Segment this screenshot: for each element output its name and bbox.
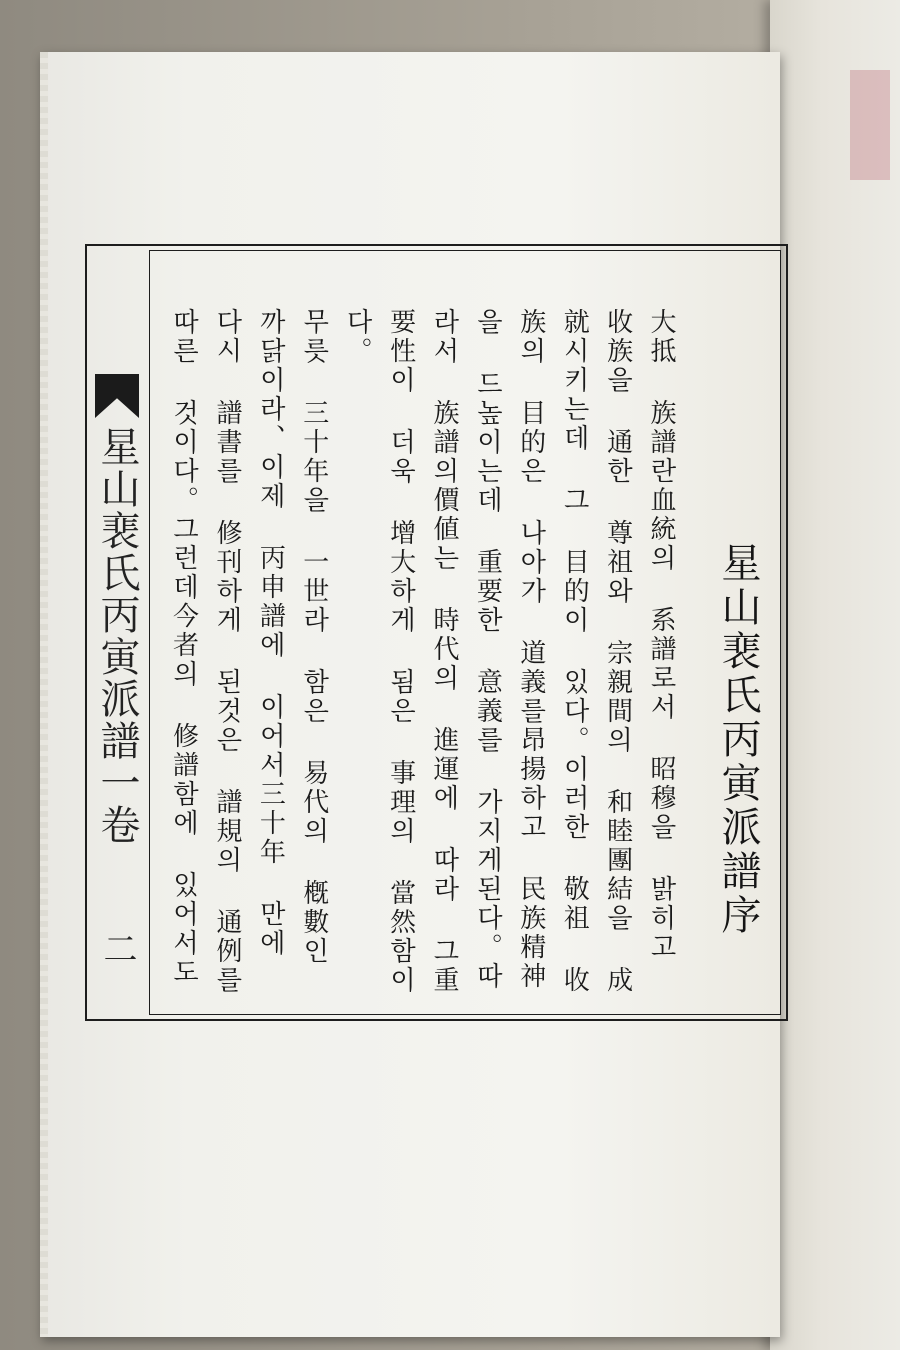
- preface-body: [160, 308, 682, 1018]
- spine-volume: 一卷: [94, 762, 140, 846]
- spine-title: [95, 426, 139, 846]
- paragraph-1: 大抵 族譜란血統의 系譜로서 昭穆을 밝히고 收族을 通한 尊祖와 宗親間의 和睦團結을 成就시키는데 그 目的이 있다。이러한 敬祖 收族의 目的은 나아가 道義를昂揚하고 民族精神을 드높이는데 重要한 意義를 가지게된다。따라서 族譜의價値는 時代의 進運에 따라 그重要性이 더욱 增大하게 됨은 事理의 當然함이다。: [342, 308, 676, 995]
- page-number: 二: [97, 931, 137, 965]
- paragraph-2: 무릇 三十年을 一世라 함은 易代의 槪數인 까닭이라、이제 丙申譜에 이어서三十年 만에 다시 譜書를 修刊하게 된것은 譜規의 通例를 따른 것이다。그런데今者의 修譜함에 있어서도: [168, 308, 329, 995]
- fish-tail-mark-icon: [95, 374, 139, 418]
- red-stamp-mark: [850, 70, 890, 180]
- back-page-edge: [770, 0, 900, 1350]
- book-page: [40, 52, 780, 1337]
- spine-book-title: 星山裵氏丙寅派譜: [94, 426, 140, 762]
- text-area: [153, 250, 778, 1015]
- center-fold-column: [87, 246, 149, 1019]
- document-title: 星山裵氏丙寅派譜序: [715, 542, 761, 938]
- page-binding-edge: [40, 52, 48, 1337]
- printed-border-frame: [85, 244, 788, 1021]
